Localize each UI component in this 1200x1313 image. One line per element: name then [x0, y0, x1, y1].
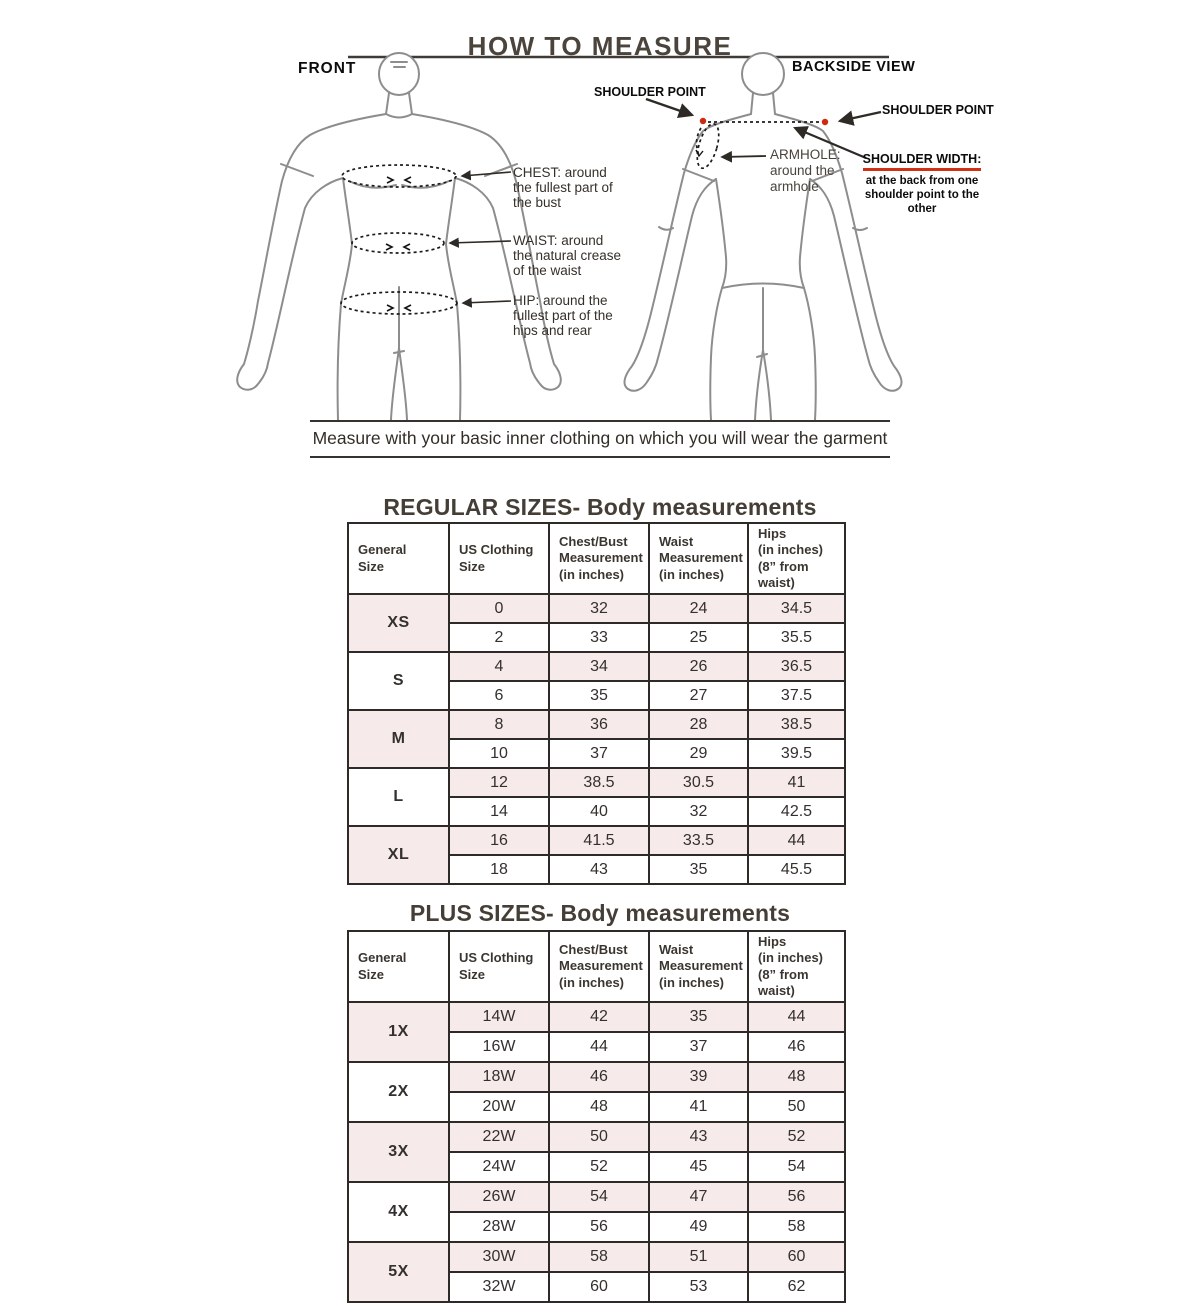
hips-cell: 46 [748, 1032, 845, 1062]
waist-cell: 33.5 [649, 826, 748, 855]
chest-cell: 40 [549, 797, 649, 826]
waist-cell: 35 [649, 855, 748, 884]
table-row [348, 768, 845, 797]
chest-cell: 33 [549, 623, 649, 652]
waist-cell: 39 [649, 1062, 748, 1092]
chest-cell: 56 [549, 1212, 649, 1242]
page-title: HOW TO MEASURE [467, 31, 733, 61]
table-row [348, 652, 845, 681]
table-row [348, 826, 845, 855]
shoulder-point-dot-right [822, 119, 828, 125]
us-size-cell: 14 [449, 797, 549, 826]
chest-cell: 43 [549, 855, 649, 884]
waist-cell: 53 [649, 1272, 748, 1302]
hips-cell: 36.5 [748, 652, 845, 681]
chest-cell: 32 [549, 594, 649, 623]
chest-cell: 58 [549, 1242, 649, 1272]
us-size-cell: 32W [449, 1272, 549, 1302]
shoulder-point-dot-left [700, 118, 706, 124]
waist-cell: 43 [649, 1122, 748, 1152]
us-size-cell: 6 [449, 681, 549, 710]
waist-label: WAIST: around the natural crease of the waist [513, 233, 622, 279]
chest-cell: 37 [549, 739, 649, 768]
regular-sizes-table [347, 522, 846, 885]
hips-cell: 38.5 [748, 710, 845, 739]
hips-cell: 60 [748, 1242, 845, 1272]
shoulder-point-left-arrow [646, 99, 692, 115]
col-header-chest: Chest/Bust Measurement (in inches) [549, 931, 649, 1002]
waist-cell: 29 [649, 739, 748, 768]
col-header-us-size: US Clothing Size [449, 931, 549, 1002]
hip-label: HIP: around the fullest part of the hips and rear [513, 293, 613, 339]
col-header-waist: Waist Measurement (in inches) [649, 931, 748, 1002]
general-size-cell: 3X [348, 1122, 449, 1182]
chest-measure-ellipse [342, 165, 456, 187]
chest-cell: 34 [549, 652, 649, 681]
hips-cell: 56 [748, 1182, 845, 1212]
shoulder-width-description: at the back from one shoulder point to the other [864, 175, 980, 216]
table-row [348, 1182, 845, 1212]
us-size-cell: 10 [449, 739, 549, 768]
us-size-cell: 30W [449, 1242, 549, 1272]
table-row [348, 1122, 845, 1152]
waist-cell: 35 [649, 1002, 748, 1032]
us-size-cell: 22W [449, 1122, 549, 1152]
chest-label: CHEST: around the fullest part of the bust [513, 165, 613, 211]
armhole-arrow [722, 156, 766, 157]
waist-cell: 27 [649, 681, 748, 710]
general-size-cell: 1X [348, 1002, 449, 1062]
hips-cell: 39.5 [748, 739, 845, 768]
us-size-cell: 26W [449, 1182, 549, 1212]
hip-arrow [463, 301, 511, 303]
col-header-chest: Chest/Bust Measurement (in inches) [549, 523, 649, 594]
shoulder-width-label [862, 150, 982, 216]
chest-cell: 38.5 [549, 768, 649, 797]
us-size-cell: 0 [449, 594, 549, 623]
hips-cell: 48 [748, 1062, 845, 1092]
chest-cell: 52 [549, 1152, 649, 1182]
us-size-cell: 16 [449, 826, 549, 855]
plus-sizes-title: PLUS SIZES- Body measurements [409, 900, 791, 926]
general-size-cell: XL [348, 826, 449, 884]
general-size-cell: L [348, 768, 449, 826]
waist-cell: 41 [649, 1092, 748, 1122]
us-size-cell: 14W [449, 1002, 549, 1032]
shoulder-point-left-label: SHOULDER POINT [594, 85, 706, 99]
hips-cell: 45.5 [748, 855, 845, 884]
general-size-cell: 5X [348, 1242, 449, 1302]
hips-cell: 37.5 [748, 681, 845, 710]
hips-cell: 35.5 [748, 623, 845, 652]
table-row [348, 1242, 845, 1272]
chest-cell: 42 [549, 1002, 649, 1032]
col-header-waist: Waist Measurement (in inches) [649, 523, 748, 594]
chest-cell: 46 [549, 1062, 649, 1092]
us-size-cell: 18 [449, 855, 549, 884]
general-size-cell: M [348, 710, 449, 768]
hips-cell: 52 [748, 1122, 845, 1152]
us-size-cell: 12 [449, 768, 549, 797]
waist-cell: 51 [649, 1242, 748, 1272]
chest-cell: 41.5 [549, 826, 649, 855]
general-size-cell: 4X [348, 1182, 449, 1242]
chest-cell: 54 [549, 1182, 649, 1212]
chest-cell: 35 [549, 681, 649, 710]
waist-cell: 24 [649, 594, 748, 623]
us-size-cell: 4 [449, 652, 549, 681]
header-row [348, 931, 845, 1002]
hips-cell: 50 [748, 1092, 845, 1122]
us-size-cell: 20W [449, 1092, 549, 1122]
general-size-cell: 2X [348, 1062, 449, 1122]
us-size-cell: 18W [449, 1062, 549, 1092]
hips-cell: 44 [748, 1002, 845, 1032]
chest-cell: 50 [549, 1122, 649, 1152]
waist-cell: 37 [649, 1032, 748, 1062]
hips-cell: 41 [748, 768, 845, 797]
table-row [348, 1062, 845, 1092]
hips-cell: 34.5 [748, 594, 845, 623]
waist-cell: 26 [649, 652, 748, 681]
shoulder-point-right-arrow [840, 112, 881, 121]
waist-cell: 25 [649, 623, 748, 652]
col-header-hips: Hips (in inches) (8” from waist) [748, 523, 845, 594]
waist-cell: 32 [649, 797, 748, 826]
col-header-hips: Hips (in inches) (8” from waist) [748, 931, 845, 1002]
measure-marks [341, 121, 821, 314]
us-size-cell: 2 [449, 623, 549, 652]
general-size-cell: XS [348, 594, 449, 652]
col-header-general-size: General Size [348, 931, 449, 1002]
table-row [348, 1002, 845, 1032]
col-header-us-size: US Clothing Size [449, 523, 549, 594]
table-row [348, 710, 845, 739]
us-size-cell: 28W [449, 1212, 549, 1242]
front-view-label: FRONT [298, 60, 357, 77]
waist-cell: 28 [649, 710, 748, 739]
waist-cell: 47 [649, 1182, 748, 1212]
waist-cell: 49 [649, 1212, 748, 1242]
waist-cell: 45 [649, 1152, 748, 1182]
hips-cell: 62 [748, 1272, 845, 1302]
general-size-cell: S [348, 652, 449, 710]
chest-cell: 36 [549, 710, 649, 739]
table-row [348, 594, 845, 623]
hips-cell: 44 [748, 826, 845, 855]
shoulder-point-right-label: SHOULDER POINT [882, 103, 994, 117]
us-size-cell: 24W [449, 1152, 549, 1182]
chest-cell: 44 [549, 1032, 649, 1062]
regular-sizes-title: REGULAR SIZES- Body measurements [383, 494, 817, 520]
backside-view-label: BACKSIDE VIEW [792, 59, 916, 75]
col-header-general-size: General Size [348, 523, 449, 594]
chest-cell: 48 [549, 1092, 649, 1122]
chest-cell: 60 [549, 1272, 649, 1302]
waist-measure-ellipse [352, 233, 444, 253]
waist-cell: 30.5 [649, 768, 748, 797]
measure-note: Measure with your basic inner clothing on which you will wear the garment [310, 420, 890, 458]
us-size-cell: 16W [449, 1032, 549, 1062]
hips-cell: 42.5 [748, 797, 845, 826]
shoulder-width-title: SHOULDER WIDTH: [863, 152, 982, 171]
plus-sizes-table [347, 930, 846, 1303]
armhole-label: ARMHOLE: around the armhole [770, 147, 841, 194]
header-row [348, 523, 845, 594]
back-figure [625, 53, 902, 420]
us-size-cell: 8 [449, 710, 549, 739]
hips-cell: 58 [748, 1212, 845, 1242]
hips-cell: 54 [748, 1152, 845, 1182]
